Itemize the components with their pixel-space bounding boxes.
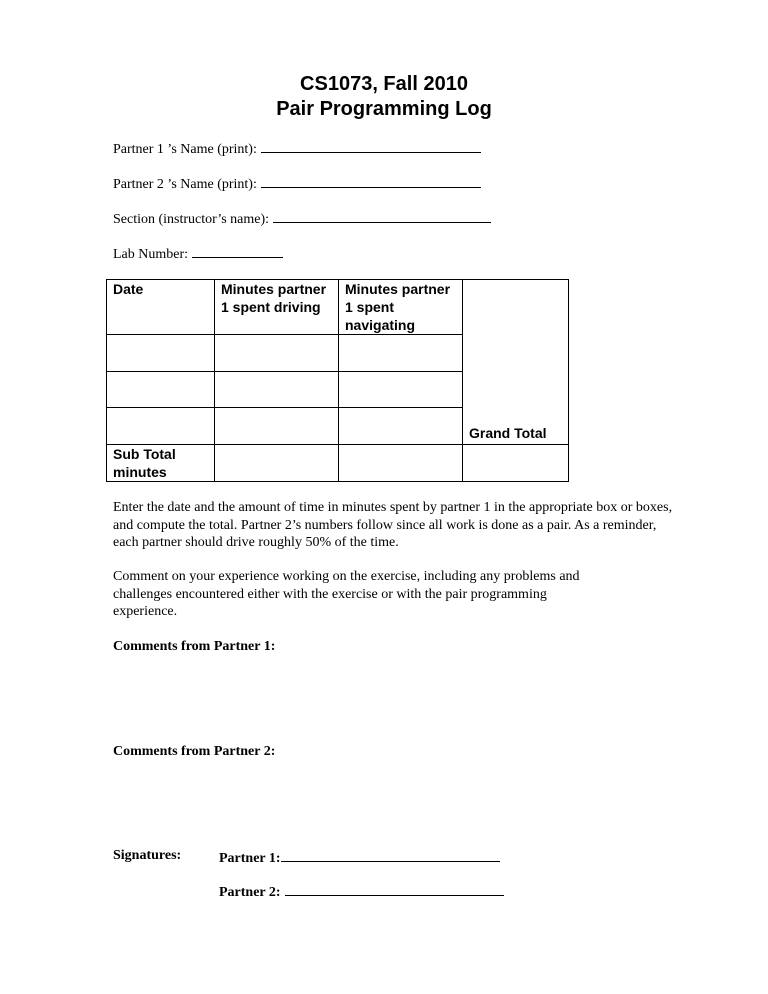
document-subtitle: Pair Programming Log [276, 98, 492, 120]
header-minutes-navigating: Minutes partner 1 spent navigating [339, 280, 463, 335]
signatures-label: Signatures: [113, 848, 182, 863]
subtotal-driving-cell[interactable] [215, 445, 339, 482]
navigating-cell[interactable] [339, 335, 463, 372]
partner1-name-label: Partner 1 ’s Name (print): [113, 142, 257, 157]
partner1-signature-blank[interactable] [281, 848, 500, 862]
partner1-signature-label: Partner 1: [219, 851, 281, 866]
log-table [106, 279, 569, 482]
lab-number-blank[interactable] [192, 244, 283, 258]
driving-cell[interactable] [215, 335, 339, 372]
grand-total-label: Grand Total [463, 280, 569, 445]
section-blank[interactable] [273, 209, 491, 223]
partner1-comments-label: Comments from Partner 1: [113, 639, 276, 654]
grand-total-cell[interactable] [463, 445, 569, 482]
partner2-signature-blank[interactable] [285, 882, 504, 896]
section-label: Section (instructor’s name): [113, 212, 270, 227]
lab-number-field [113, 244, 283, 263]
subtotal-label: Sub Total minutes [107, 445, 215, 482]
partner2-comments-label: Comments from Partner 2: [113, 744, 276, 759]
subtotal-navigating-cell[interactable] [339, 445, 463, 482]
header-date: Date [107, 280, 215, 335]
document-title: CS1073, Fall 2010 [300, 73, 468, 95]
section-field [113, 209, 491, 228]
partner1-name-blank[interactable] [261, 139, 481, 153]
date-cell[interactable] [107, 372, 215, 408]
partner2-name-label: Partner 2 ’s Name (print): [113, 177, 257, 192]
table-header-row [107, 280, 569, 335]
date-cell[interactable] [107, 408, 215, 445]
header-minutes-driving: Minutes partner 1 spent driving [215, 280, 339, 335]
driving-cell[interactable] [215, 408, 339, 445]
partner2-name-field [113, 174, 481, 193]
instructions-paragraph-2: Comment on your experience working on the exercise, including any problems and challenges encountered either with the exercise or with the pair programming experience. [113, 569, 580, 619]
partner1-signature-field [219, 848, 500, 867]
partner1-name-field [113, 139, 481, 158]
lab-number-label: Lab Number: [113, 247, 189, 262]
subtotal-row [107, 445, 569, 482]
navigating-cell[interactable] [339, 372, 463, 408]
navigating-cell[interactable] [339, 408, 463, 445]
partner2-signature-label: Partner 2: [219, 885, 281, 900]
date-cell[interactable] [107, 335, 215, 372]
partner2-name-blank[interactable] [261, 174, 481, 188]
partner2-signature-field [219, 882, 504, 901]
driving-cell[interactable] [215, 372, 339, 408]
instructions-paragraph-1: Enter the date and the amount of time in minutes spent by partner 1 in the appropriate box or boxes, and compute the total. Partner 2’s numbers follow since all work is done as a pair. As a reminder, each partner should drive roughly 50% of the time. [113, 500, 673, 550]
